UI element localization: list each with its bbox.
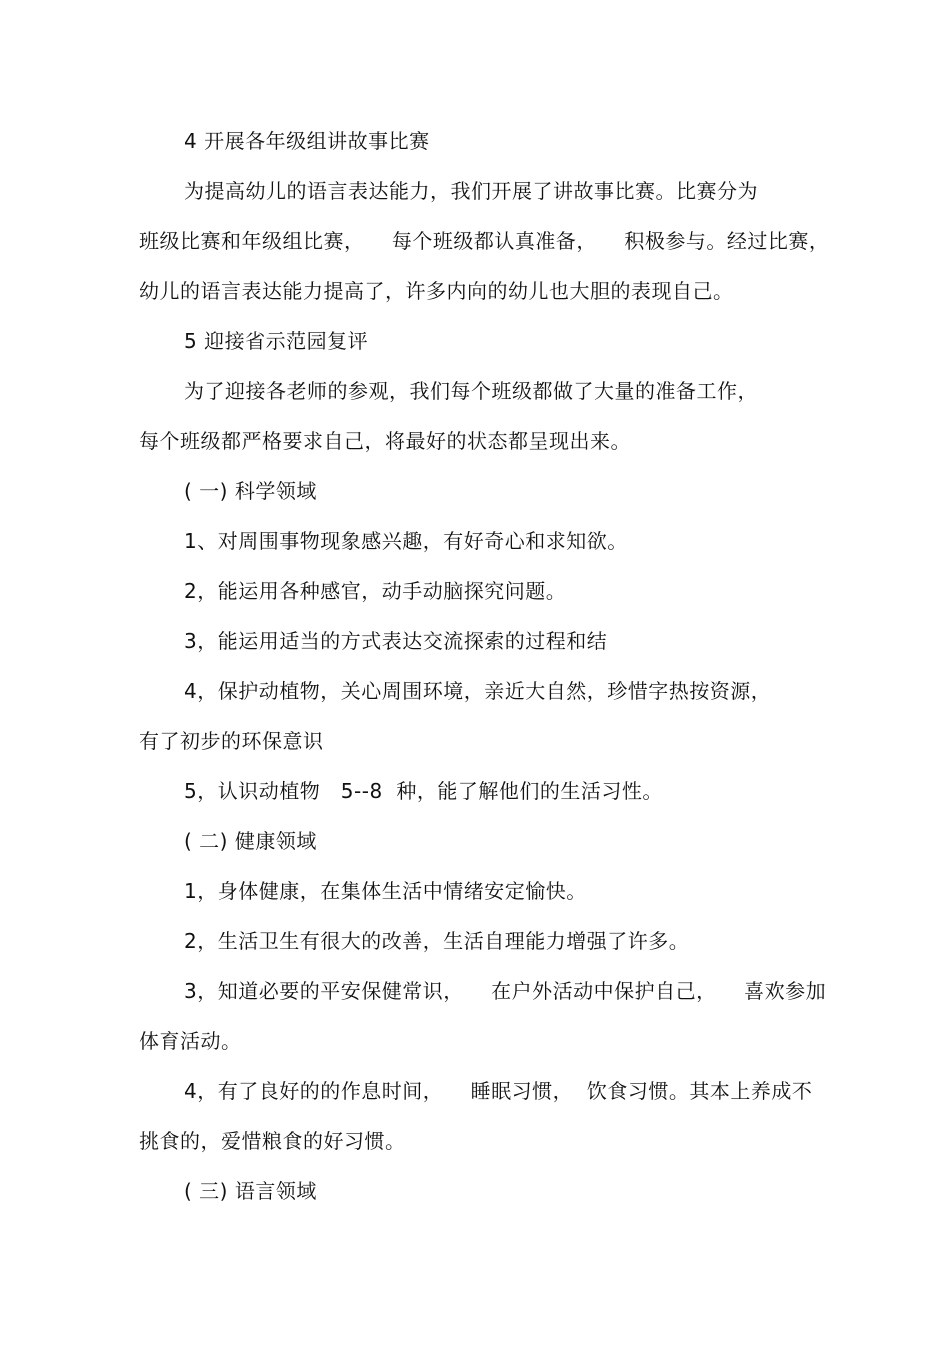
list-item: 5，认识动植物 5--8 种，能了解他们的生活习性。 xyxy=(184,779,663,803)
list-item: 4，保护动植物，关心周围环境，亲近大自然，珍惜字热按资源， xyxy=(184,679,772,703)
paragraph-line: 幼儿的语言表达能力提高了，许多内向的幼儿也大胆的表现自己。 xyxy=(139,279,734,303)
list-item: 4，有了良好的的作息时间， 睡眠习惯， 饮食习惯。其本上养成不 xyxy=(184,1079,813,1103)
list-item-continuation: 体育活动。 xyxy=(139,1029,242,1053)
list-item: 2，能运用各种感官，动手动脑探究问题。 xyxy=(184,579,567,603)
section-heading-language: ( 三) 语言领域 xyxy=(184,1179,317,1203)
list-item: 3，知道必要的平安保健常识， 在户外活动中保护自己， 喜欢参加 xyxy=(184,979,827,1003)
paragraph-line: 为提高幼儿的语言表达能力，我们开展了讲故事比赛。比赛分为 xyxy=(184,179,758,203)
list-item: 1，身体健康，在集体生活中情绪安定愉快。 xyxy=(184,879,587,903)
paragraph-line: 班级比赛和年级组比赛， 每个班级都认真准备， 积极参与。经过比赛， xyxy=(139,229,830,253)
list-item-continuation: 挑食的，爱惜粮食的好习惯。 xyxy=(139,1129,406,1153)
list-item: 3，能运用适当的方式表达交流探索的过程和结 xyxy=(184,629,608,653)
section-heading-science: ( 一) 科学领域 xyxy=(184,479,317,503)
list-item: 2，生活卫生有很大的改善，生活自理能力增强了许多。 xyxy=(184,929,690,953)
heading-provincial-review: 5 迎接省示范园复评 xyxy=(184,329,369,353)
paragraph-line: 每个班级都严格要求自己，将最好的状态都呈现出来。 xyxy=(139,429,631,453)
list-item: 1、对周围事物现象感兴趣，有好奇心和求知欲。 xyxy=(184,529,628,553)
paragraph-line: 为了迎接各老师的参观，我们每个班级都做了大量的准备工作， xyxy=(184,379,758,403)
heading-storytelling-contest: 4 开展各年级组讲故事比赛 xyxy=(184,129,430,153)
section-heading-health: ( 二) 健康领域 xyxy=(184,829,317,853)
list-item-continuation: 有了初步的环保意识 xyxy=(139,729,324,753)
